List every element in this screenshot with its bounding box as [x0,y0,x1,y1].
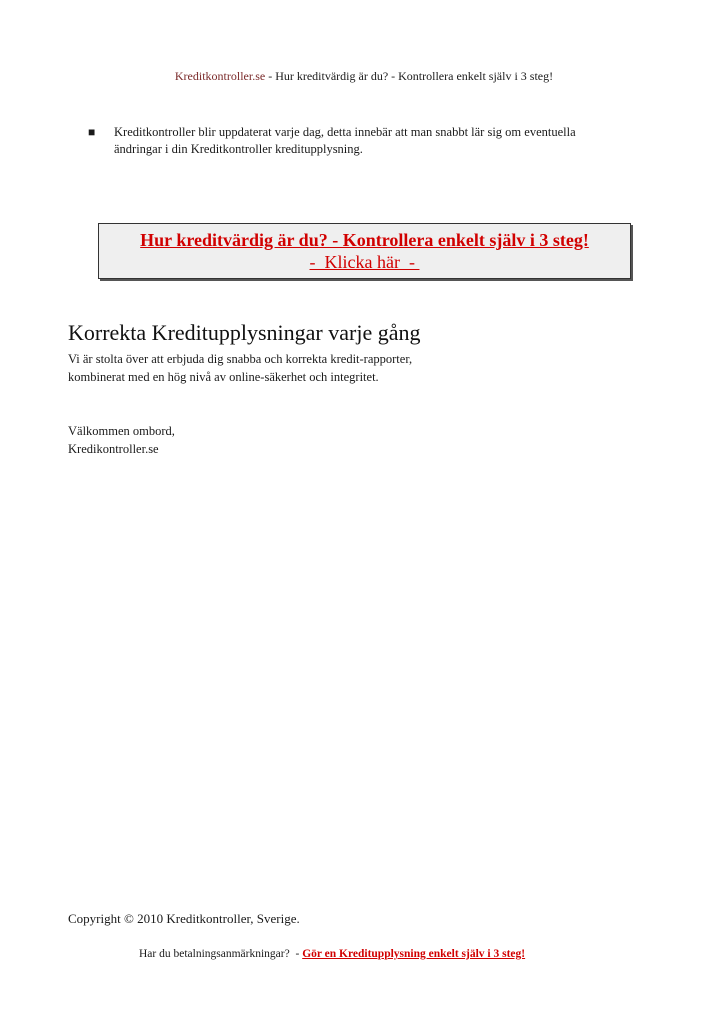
intro-line-1: Vi är stolta över att erbjuda dig snabba och korrekta kredit-rapporter, [68,352,413,366]
welcome-line-1: Välkommen ombord, [68,424,175,438]
header-site-link[interactable]: Kreditkontroller.se [174,69,266,83]
bullet-list-item [88,124,668,158]
promo-headline-link[interactable]: Hur kreditvärdig är du? - Kontrollera enkelt själv i 3 steg! [140,230,589,250]
page-header [0,68,728,84]
section-heading: Korrekta Kreditupplysningar varje gång [68,320,421,345]
intro-line-2: kombinerat med en hög nivå av online-säkerhet och integritet. [68,370,379,384]
header-tagline: Hur kreditvärdig är du? - Kontrollera enkelt själv i 3 steg! [275,69,554,83]
promo-click-here-link[interactable]: - Klicka här - [309,252,420,272]
page-footer [139,946,525,962]
footer-cta-link[interactable]: Gör en Kreditupplysning enkelt själv i 3 steg! [302,948,526,960]
promo-banner[interactable] [98,223,631,279]
welcome-line-2: Kredikontroller.se [68,442,159,456]
bullet-text [114,124,668,158]
copyright-notice: Copyright © 2010 Kreditkontroller, Sverige. [68,911,300,926]
footer-question: Har du betalningsanmärkningar? [139,948,290,960]
bullet-text-line-1: Kreditkontroller blir uppdaterat varje dag, detta innebär att man snabbt lär sig om eventuella [114,125,576,139]
intro-paragraph [68,350,412,386]
header-separator: - [265,69,276,83]
bullet-text-line-2: ändringar i din Kreditkontroller kreditupplysning. [114,142,363,156]
square-bullet-icon: ■ [88,125,96,139]
welcome-paragraph [68,422,175,458]
footer-separator: - [289,948,303,960]
